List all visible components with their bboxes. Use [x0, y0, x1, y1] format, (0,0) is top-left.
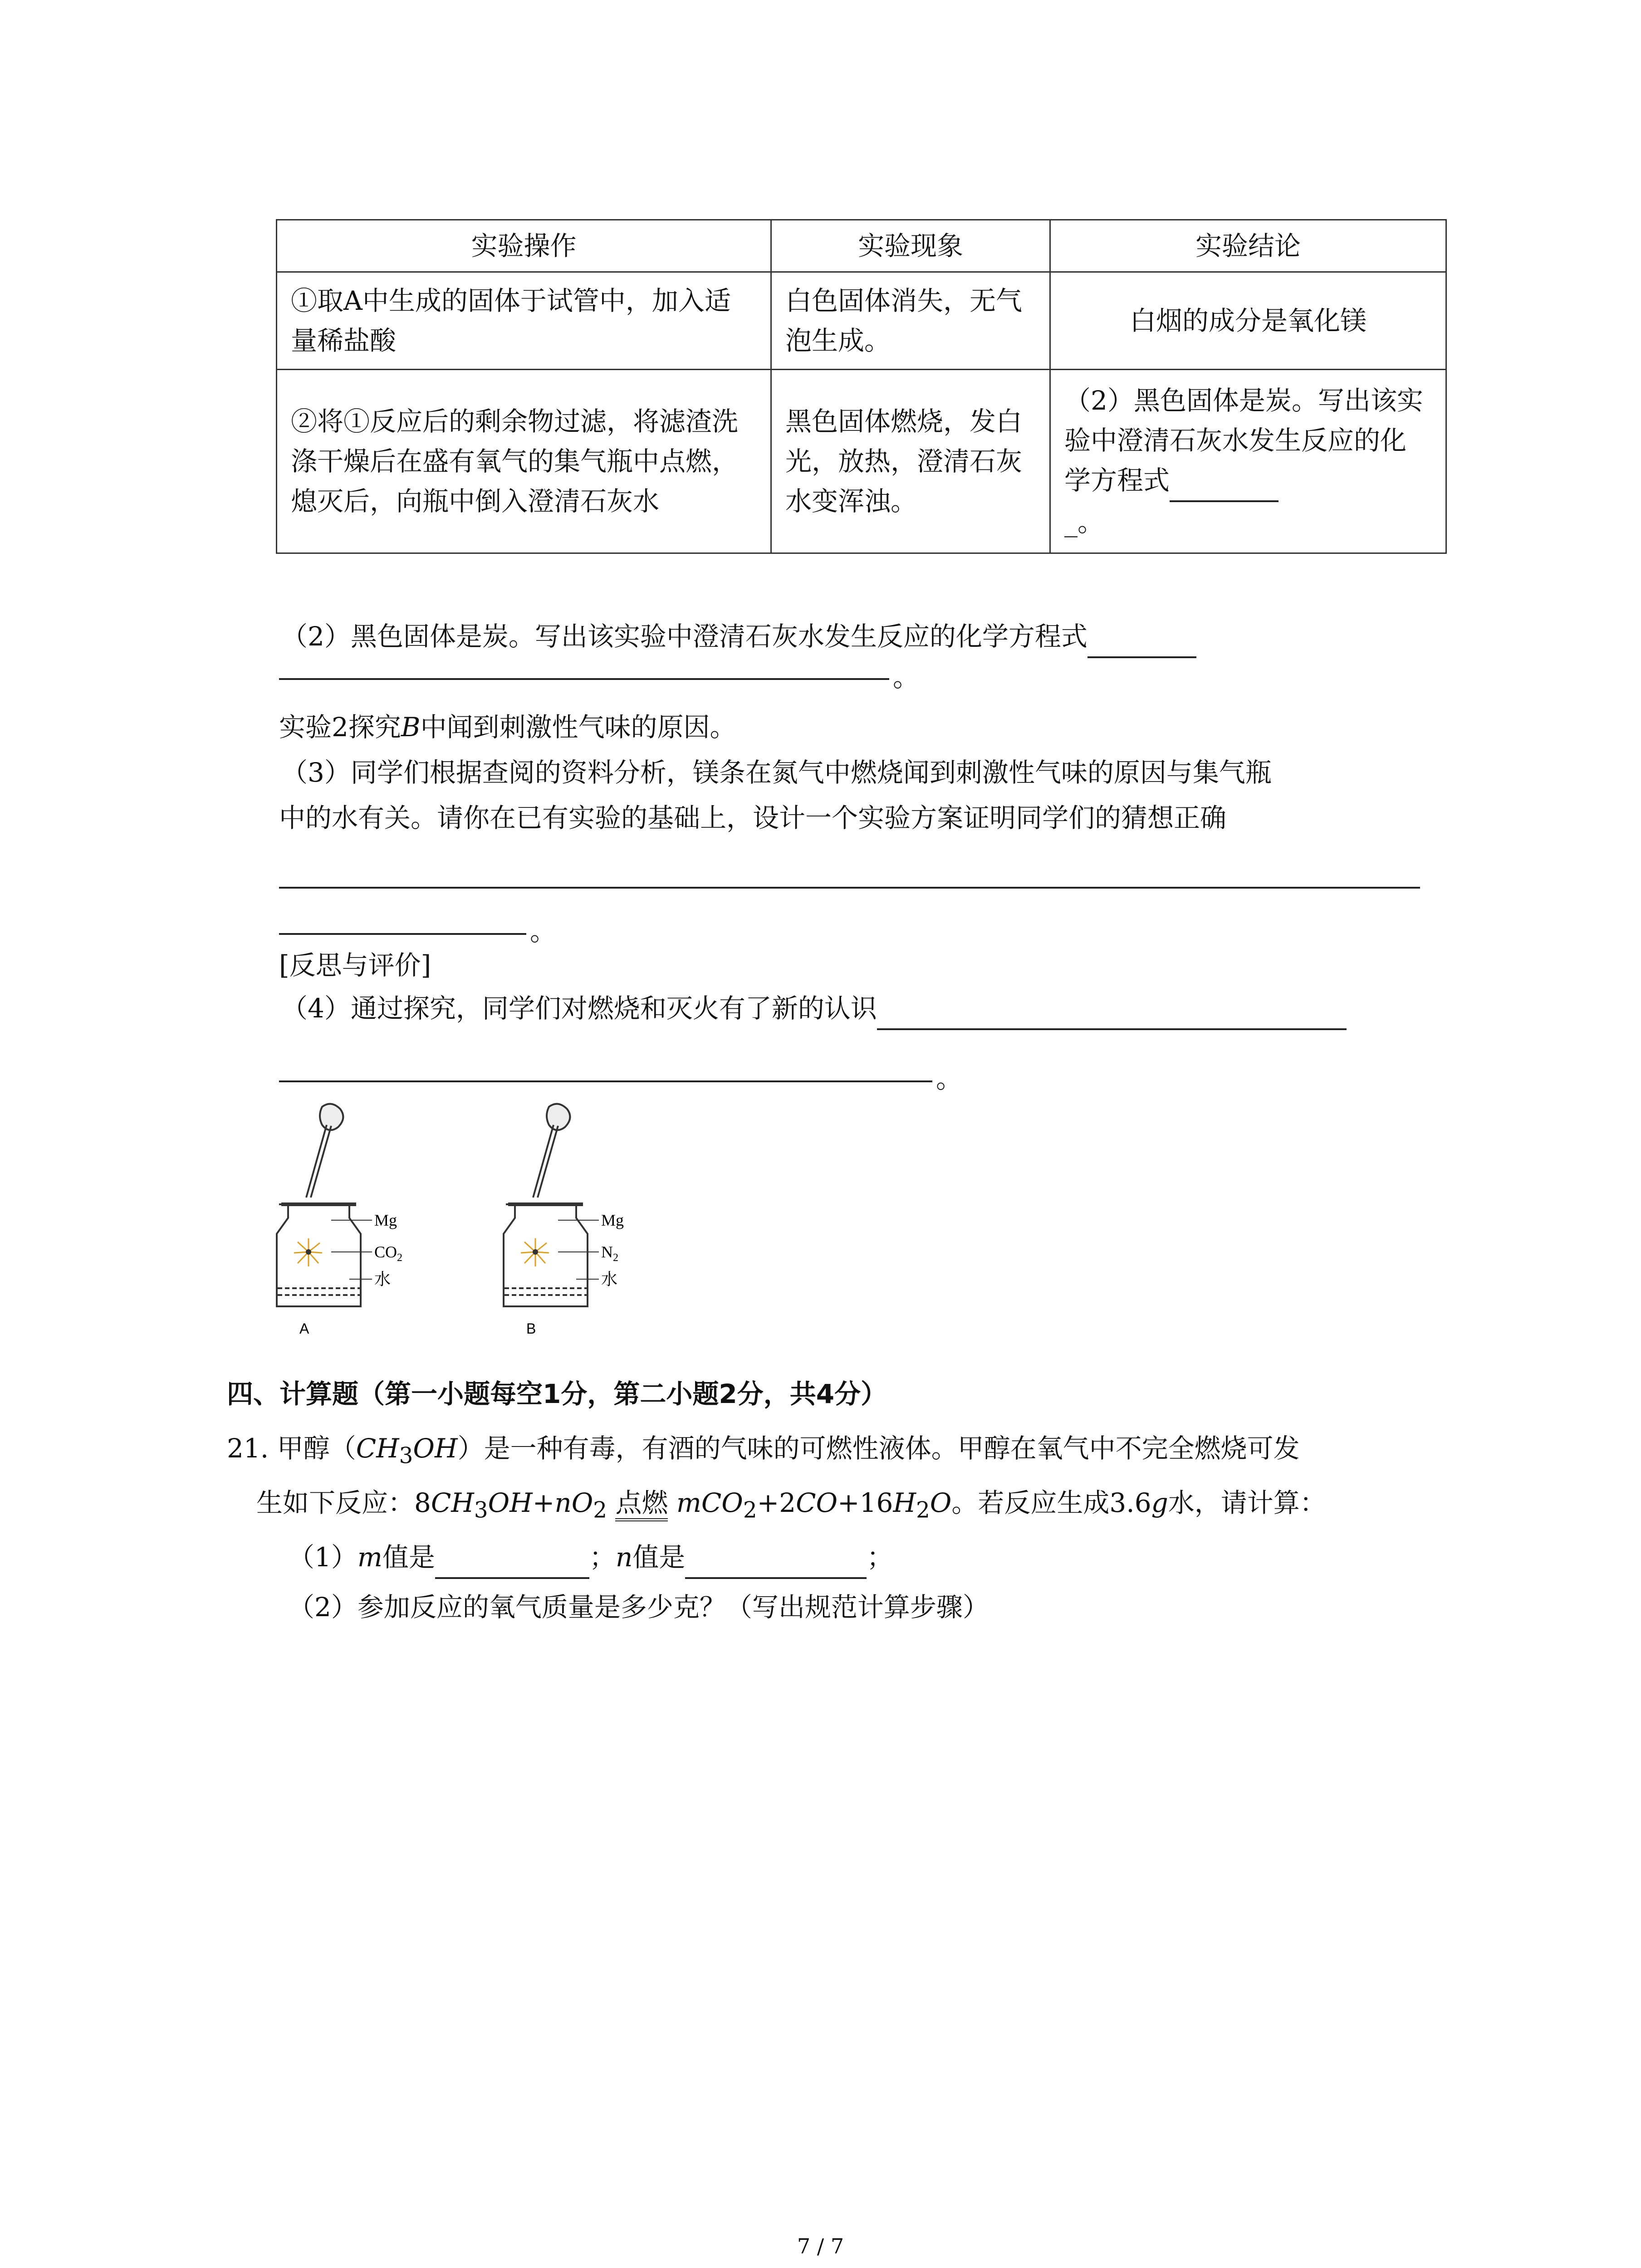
formula: m — [357, 1542, 382, 1573]
answer-blank-n[interactable] — [685, 1538, 867, 1579]
label-gas: $CO_2$ — [374, 1243, 403, 1264]
question-2 — [281, 617, 1196, 658]
table-header: 实验现象 — [771, 220, 1050, 272]
table-row — [277, 370, 1446, 553]
experiment-2-pre: 实验2探究 — [279, 712, 401, 743]
question-4-end: 。 — [936, 1063, 963, 1094]
table-header: 实验操作 — [277, 220, 771, 272]
tongs-icon — [533, 1125, 558, 1198]
answer-blank[interactable] — [279, 1080, 932, 1082]
tongs-icon — [306, 1125, 331, 1198]
experiment-2-b: B — [401, 712, 421, 743]
q21-text: 水，请计算： — [1168, 1487, 1326, 1518]
reflection-heading: [反思与评价] — [279, 950, 431, 981]
answer-blank[interactable] — [279, 933, 526, 935]
table-header: 实验结论 — [1050, 220, 1446, 272]
label-water: 水 — [601, 1270, 618, 1289]
q21-text: 生如下反应：8 — [256, 1487, 431, 1518]
q21-text: +16 — [838, 1487, 893, 1518]
table-cell: 黑色固体燃烧，发白光，放热，澄清石灰水变浑浊。 — [771, 370, 1050, 553]
experiment-table — [276, 219, 1447, 554]
question-2-text: （2）黑色固体是炭。写出该实验中澄清石灰水发生反应的化学方程式 — [281, 621, 1087, 652]
answer-blank[interactable] — [877, 989, 1347, 1030]
formula: nO — [554, 1487, 593, 1518]
section-4-title: 四、计算题（第一小题每空1分，第二小题2分，共4分） — [227, 1378, 887, 1409]
caption-b: B — [526, 1320, 536, 1337]
q21-text: 值是 — [632, 1542, 686, 1573]
q21-text: ）是一种有毒，有酒的气味的可燃性液体。甲醇在氧气中不完全燃烧可发 — [457, 1433, 1300, 1464]
subscript: 2 — [593, 1497, 607, 1523]
bottle-icon — [277, 1204, 361, 1306]
q21-text: ； — [867, 1542, 893, 1573]
question-2-end: 。 — [893, 662, 920, 693]
subscript: 3 — [399, 1443, 413, 1469]
formula: CH — [431, 1487, 474, 1518]
formula: g — [1151, 1487, 1168, 1518]
question-21-line1 — [227, 1429, 1300, 1472]
table-cell: 白烟的成分是氧化镁 — [1050, 272, 1446, 370]
label-mg: Mg — [374, 1211, 397, 1229]
label-mg: Mg — [601, 1211, 624, 1229]
q21-text: 值是 — [382, 1542, 435, 1573]
question-3-end: 。 — [530, 916, 557, 947]
bottle-icon — [504, 1204, 588, 1306]
answer-blank-m[interactable] — [435, 1538, 589, 1579]
question-21-part1 — [288, 1538, 893, 1579]
table-row — [277, 272, 1446, 370]
answer-blank[interactable] — [1170, 460, 1279, 502]
formula: H — [893, 1487, 916, 1518]
q21-text: +2 — [757, 1487, 796, 1518]
formula: CO — [796, 1487, 838, 1518]
reaction-condition: 点燃 — [615, 1487, 668, 1521]
label-gas: $N_2$ — [601, 1243, 618, 1264]
experiment-2-post: 中闻到刺激性气味的原因。 — [420, 712, 736, 743]
q21-text: 。若反应生成3.6 — [951, 1487, 1151, 1518]
formula: OH — [488, 1487, 533, 1518]
formula: n — [615, 1542, 633, 1573]
table-cell: 白色固体消失，无气泡生成。 — [771, 272, 1050, 370]
q21-text: + — [532, 1487, 555, 1518]
answer-blank[interactable] — [279, 887, 1420, 889]
subscript: 2 — [916, 1497, 930, 1523]
apparatus-a — [277, 1104, 372, 1306]
formula: O — [930, 1487, 952, 1518]
answer-blank[interactable] — [279, 678, 889, 680]
table-cell — [1050, 370, 1446, 553]
page-number: 7 / 7 — [797, 2234, 844, 2258]
q21-text: （1） — [288, 1542, 358, 1573]
formula: OH — [413, 1433, 458, 1464]
question-3-line1: （3）同学们根据查阅的资料分析，镁条在氮气中燃烧闻到刺激性气味的原因与集气瓶 — [281, 757, 1272, 788]
question-4 — [281, 989, 1347, 1030]
table-cell: ①取A中生成的固体于试管中，加入适量稀盐酸 — [277, 272, 771, 370]
table-cell: ②将①反应后的剩余物过滤，将滤渣洗涤干燥后在盛有氧气的集气瓶中点燃，熄灭后，向瓶中倒入澄清石灰水 — [277, 370, 771, 553]
question-21-line2 — [256, 1483, 1326, 1527]
subscript: 2 — [743, 1497, 757, 1523]
label-water: 水 — [374, 1270, 391, 1289]
apparatus-figure — [263, 1093, 671, 1347]
formula: mCO — [676, 1487, 743, 1518]
subscript: 3 — [474, 1497, 488, 1523]
table-cell-suffix: _。 — [1064, 507, 1104, 538]
question-4-text: （4）通过探究，同学们对燃烧和灭火有了新的认识 — [281, 993, 877, 1024]
apparatus-b — [504, 1104, 599, 1306]
question-21-part2: （2）参加反应的氧气质量是多少克？（写出规范计算步骤） — [288, 1592, 989, 1623]
caption-a: A — [299, 1320, 309, 1337]
question-number: 21. — [227, 1433, 269, 1464]
table-header-row — [277, 220, 1446, 272]
answer-blank[interactable] — [1087, 617, 1196, 658]
q21-text: 甲醇（ — [277, 1433, 356, 1464]
formula: CH — [356, 1433, 399, 1464]
question-3-line2: 中的水有关。请你在已有实验的基础上，设计一个实验方案证明同学们的猜想正确 — [279, 802, 1227, 833]
table-cell-text: （2）黑色固体是炭。写出该实验中澄清石灰水发生反应的化学方程式 — [1064, 385, 1423, 496]
experiment-2-heading — [279, 708, 736, 747]
q21-text: ； — [589, 1542, 616, 1573]
